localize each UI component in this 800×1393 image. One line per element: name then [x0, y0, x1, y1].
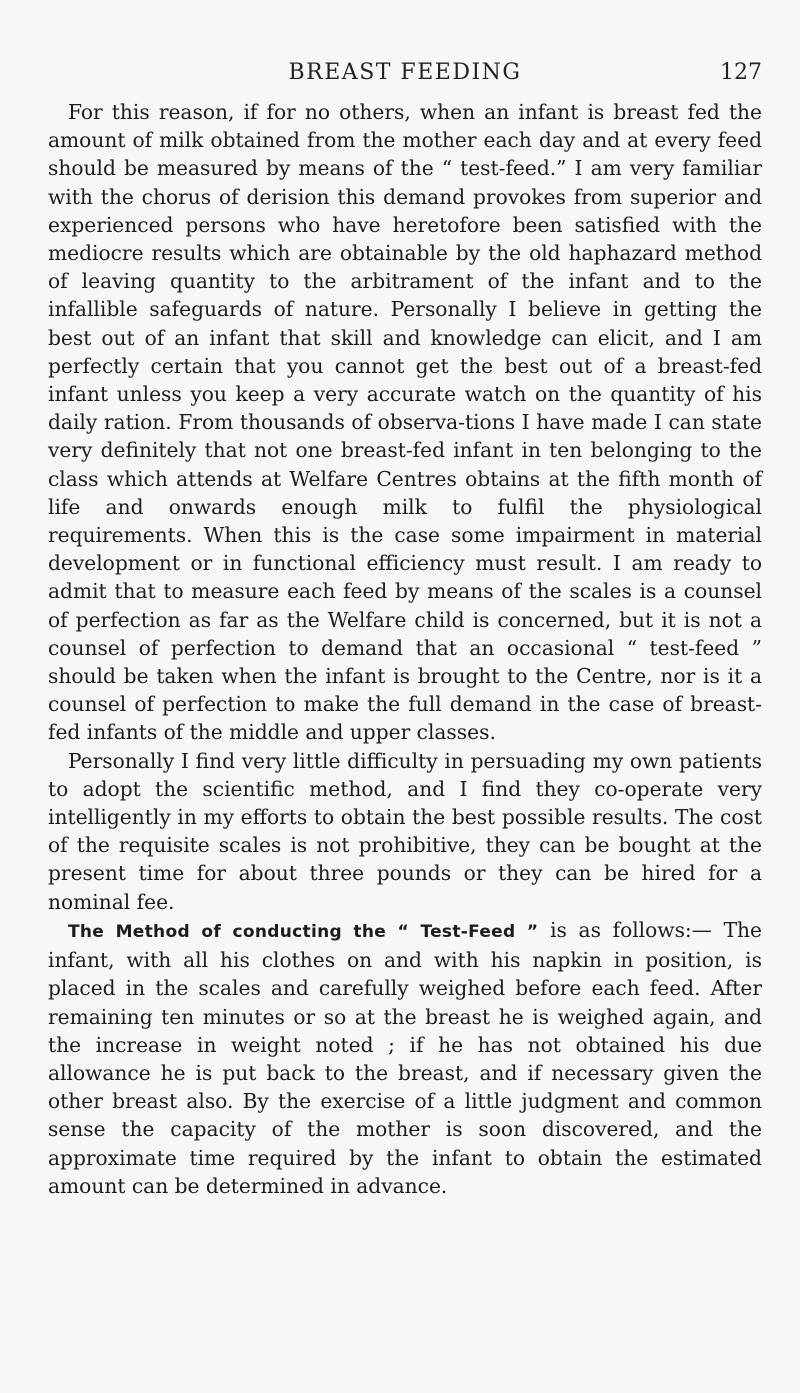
paragraph-scientific-method: Personally I find very little difficulty in persuading my own patients to adopt the scientific method, and I find they co-operate very intelligently in my efforts to obtain the best possible results. The cost of the requisite scales is not prohibitive, they can be bought at the present time for about three pounds or they can be hired for a nominal fee. [48, 748, 762, 914]
running-title: BREAST FEEDING [288, 60, 522, 85]
paragraph-test-feed-argument: For this reason, if for no others, when an infant is breast fed the amount of milk obtained from the mother each day and at every feed should be measured by means of the “ test-feed.” I am very familiar with the chorus of derision this demand provokes from superior and experienced persons who have heretofore been satisfied with the mediocre results which are obtainable by the old haphazard method of leaving quantity to the arbitrament of the infant and to the infallible safeguards of nature. Personally I believe in getting the best out of an infant that skill and knowledge can elicit, and I am perfectly certain that you cannot get the best out of a breast-fed infant unless you keep a very accurate watch on the quantity of his daily ration. From thousands of observa-tions I have made I can state very definitely that not one breast-fed infant in ten belonging to the class which attends at Welfare Centres obtains at the fifth month of life and onwards enough milk to fulfil the physiological requirements. When this is the case some impairment in material development or in functional efficiency must result. I am ready to admit that to measure each feed by means of the scales is a counsel of perfection as far as the Welfare child is concerned, but it is not a counsel of perfection to demand that an occasional “ test-feed ” should be taken when the infant is brought to the Centre, nor is it a counsel of perfection to make the full demand in the case of breast-fed infants of the middle and upper classes. [48, 100, 762, 745]
section-sidehead: The Method of conducting the “ Test-Feed ” [68, 921, 539, 942]
running-head [48, 58, 762, 94]
page-number: 127 [720, 60, 762, 85]
body-text [48, 98, 762, 1200]
method-text: is as follows:— The infant, with all his clothes on and with his napkin in position, is placed in the scales and carefully weighed before each feed. After remaining ten minutes or so at the breast he is weighed again, and the increase in weight noted ; if he has not obtained his due allowance he is put back to the breast, and if necessary given the other breast also. By the exercise of a little judgment and common sense the capacity of the mother is soon discovered, and the approximate time required by the infant to obtain the estimated amount can be determined in advance. [48, 917, 762, 1198]
book-page [48, 58, 762, 1200]
paragraph-method-description [48, 916, 762, 1200]
